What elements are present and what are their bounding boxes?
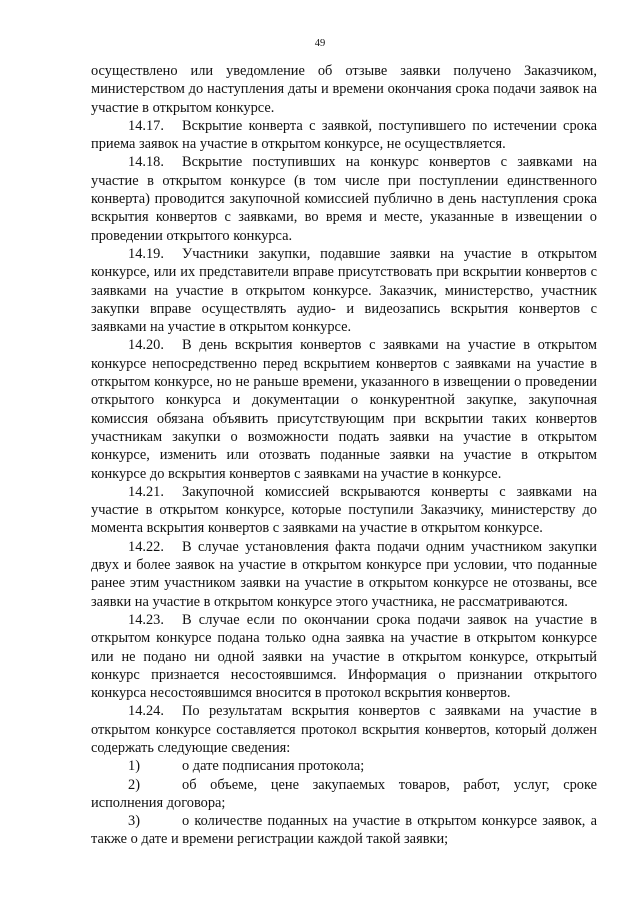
clause-text: В случае если по окончании срока подачи заявок на участие в открытом конкурсе подана только одна заявка на участие в открытом конкурсе или не подано ни одной заявки на участие в открытом конкурсе, открытый конкурс признается несостоявшимся. Информация о признании открытого конкурса несостоявшимся вносится в протокол вскрытия конвертов. [91,611,597,702]
clause-14-24 [91,702,597,757]
clause-text: Вскрытие поступивших на конкурс конвертов с заявками на участие в открытом конкурсе (в том числе при поступлении единственного конверта) проводится закупочной комиссией публично в день наступления срока вскрытия конвертов с заявками, во время и месте, указанные в извещении о проведении открытого конкурса. [91,154,597,244]
clause-text: Участники закупки, подавшие заявки на участие в открытом конкурсе, или их представители вправе присутствовать при вскрытии конвертов с заявками на участие в открытом конкурсе. Заказчик, министерство, участник закупки вправе осуществлять аудио- и видеозапись вскрытия конвертов с заявками на участие в открытом конкурсе. [91,245,597,336]
clause-14-18 [91,153,597,244]
clause-number: 14.17. [128,117,164,134]
clause-number: 14.19. [128,245,164,262]
clause-number: 14.20. [128,337,164,354]
clause-14-19 [91,245,597,336]
clause-14-21 [91,483,597,538]
list-item-number: 3) [128,813,140,830]
list-item-text: о дате подписания протокола; [182,758,365,775]
continuation-paragraph: осуществлено или уведомление об отзыве заявки получено Заказчиком, министерством до наступления даты и времени окончания срока подачи заявок на участие в открытом конкурсе. [91,63,597,116]
list-item-1 [91,757,597,775]
clause-14-20 [91,336,597,482]
clause-14-23 [91,611,597,702]
clause-number: 14.24. [128,703,164,720]
clause-text: Закупочной комиссией вскрываются конверты с заявками на участие в открытом конкурсе, которые поступили Заказчику, министерству до момента вскрытия конвертов с заявками на участие в открытом конкурсе. [91,483,597,537]
clause-14-17 [91,117,597,154]
clause-number: 14.23. [128,611,164,628]
list-item-text: о количестве поданных на участие в открытом конкурсе заявок, а также о дате и времени регистрации каждой такой заявки; [91,813,597,848]
list-item-number: 1) [128,758,140,775]
document-body [91,62,597,849]
list-item-3 [91,812,597,849]
list-item-2 [91,776,597,813]
clause-text: По результатам вскрытия конвертов с заявками на участие в открытом конкурсе составляется протокол вскрытия конвертов, который должен содержать следующие сведения: [91,703,597,756]
clause-number: 14.21. [128,483,164,500]
clause-text: В день вскрытия конвертов с заявками на участие в открытом конкурсе непосредственно перед вскрытием конвертов с заявками на участие в открытом конкурсе, но не раньше времени, указанного в извещении о проведении открытого конкурса и документации о конкурентной закупке, закупочная комиссия обязана объявить присутствующим при вскрытии таких конвертов участникам закупки о возможности подать заявки на участие в открытом конкурсе, изменить или отозвать поданные заявки на участие в открытом конкурсе до вскрытия конвертов с заявками на участие в конкурсе. [91,337,597,482]
clause-14-22 [91,538,597,611]
clause-number: 14.18. [128,154,164,171]
list-item-text: об объеме, цене закупаемых товаров, работ, услуг, сроке исполнения договора; [91,776,597,811]
clause-text: В случае установления факта подачи одним участником закупки двух и более заявок на участие в открытом конкурсе при условии, что поданные ранее этим участником заявки на участие в открытом конкурсе не отозваны, все заявки на участие в открытом конкурсе этого участника, не рассматриваются. [91,538,597,610]
page-number: 49 [314,38,326,49]
list-item-number: 2) [128,776,140,793]
clause-number: 14.22. [128,538,164,555]
clause-text: Вскрытие конверта с заявкой, поступившего по истечении срока приема заявок на участие в открытом конкурсе, не осуществляется. [91,117,597,153]
